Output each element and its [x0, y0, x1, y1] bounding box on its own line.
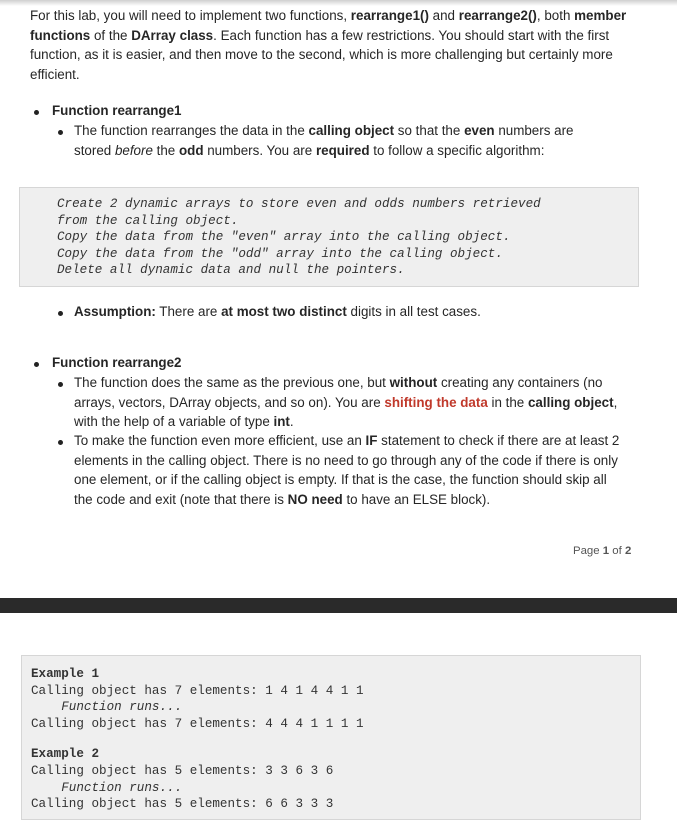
- bullet-dot-icon: [34, 110, 39, 115]
- code-line: Calling object has 7 elements: 1 4 1 4 4 1 1: [31, 683, 364, 698]
- code-line: Function runs...: [31, 780, 183, 795]
- assumption-text: [74, 302, 614, 322]
- intro-class-word: class: [179, 27, 214, 43]
- current-page: 1: [602, 545, 610, 557]
- text: The function does the same as the previous one, but: [74, 375, 390, 390]
- intro-func2: rearrange2(): [458, 8, 537, 23]
- intro-text: For this lab, you will need to implement two functions,: [30, 8, 351, 23]
- calling-object-bold: calling object: [527, 394, 614, 410]
- algorithm-code-block: [19, 187, 639, 287]
- rearrange1-description: [74, 121, 604, 160]
- text: statement to check if there are at least 2 elements in the calling object. There is no need to go through any of the code if there is only one element, or if the calling object is empty. If that is the case, the function should skip all the code and exit (note that there is: [74, 433, 620, 507]
- text: so that the: [394, 123, 465, 138]
- total-pages: 2: [624, 545, 632, 557]
- intro-class-name: DArray: [131, 27, 176, 43]
- text: , with the help of a variable of type: [74, 394, 618, 429]
- text: To make the function even more efficient, use an: [74, 433, 366, 448]
- bullet-dot-icon: [58, 382, 63, 387]
- text: Page: [573, 545, 603, 557]
- no-need-bold: NO need: [287, 491, 343, 507]
- code-line: Copy the data from the "even" array into the calling object.: [57, 230, 511, 245]
- rearrange1-heading: Function rearrange1: [52, 103, 182, 118]
- intro-text: , both: [536, 8, 575, 23]
- at-most-two-bold: at most two distinct: [221, 304, 347, 319]
- int-bold: int: [273, 414, 290, 429]
- bullet-dot-icon: [34, 362, 39, 367]
- text: The function rearranges the data in the: [74, 123, 309, 138]
- intro-paragraph: [30, 6, 640, 84]
- code-line: Delete all dynamic data and null the pointers.: [57, 263, 405, 278]
- intro-text: . Each function has a few restrictions. You should start with the first function, as it is easier, and then move to the second, which is more challenging but certainly more efficient.: [30, 27, 613, 82]
- text: creating any containers (no arrays, vectors, DArray objects, and so on). You are: [74, 375, 603, 410]
- document-page-2: [0, 613, 677, 823]
- spacer: [31, 732, 640, 746]
- without-bold: without: [389, 375, 438, 390]
- bullet-dot-icon: [58, 440, 63, 445]
- code-line: from the calling object.: [57, 213, 239, 228]
- rearrange2-heading: Function rearrange2: [52, 355, 182, 370]
- text: in the: [487, 394, 528, 410]
- example-title: Example 2: [31, 747, 100, 762]
- rearrange2-description: [74, 373, 622, 432]
- assumption-label: Assumption:: [74, 304, 156, 319]
- examples-code-block: [21, 655, 641, 820]
- page-number: [573, 542, 631, 562]
- calling-object-bold: calling object: [308, 123, 395, 138]
- intro-text: and: [428, 8, 459, 23]
- text: numbers. You are: [203, 142, 316, 158]
- text: of: [609, 545, 625, 557]
- bullet-dot-icon: [58, 130, 63, 135]
- code-line: Calling object has 5 elements: 6 6 3 3 3: [31, 797, 334, 812]
- example-title: Example 1: [31, 667, 100, 681]
- bullet-dot-icon: [58, 311, 63, 316]
- code-line: Calling object has 7 elements: 4 4 4 1 1 1 1: [31, 716, 364, 731]
- shifting-the-data-highlight: shifting the data: [384, 394, 488, 410]
- intro-func1: rearrange1(): [350, 8, 429, 23]
- text: to have an ELSE block).: [342, 491, 491, 507]
- odd-bold: odd: [178, 142, 204, 158]
- text: to follow a specific algorithm:: [369, 142, 545, 158]
- before-italic: before: [114, 142, 153, 158]
- code-line: Copy the data from the "odd" array into the calling object.: [57, 246, 503, 261]
- text: There are: [155, 304, 222, 319]
- code-line: Create 2 dynamic arrays to store even and odds numbers retrieved: [57, 197, 541, 211]
- text: .: [289, 414, 294, 429]
- text: numbers are stored: [74, 123, 574, 158]
- intro-text: of the: [90, 27, 132, 43]
- even-bold: even: [464, 123, 495, 138]
- code-line: Function runs...: [31, 700, 183, 715]
- text: the: [152, 142, 179, 158]
- code-line: Calling object has 5 elements: 3 3 6 3 6: [31, 763, 334, 778]
- if-bold: IF: [365, 433, 378, 448]
- text: digits in all test cases.: [346, 304, 481, 319]
- intro-member-functions: member functions: [30, 8, 627, 43]
- required-bold: required: [315, 142, 370, 158]
- rearrange2-efficiency: [74, 431, 626, 509]
- page-divider: [0, 598, 677, 613]
